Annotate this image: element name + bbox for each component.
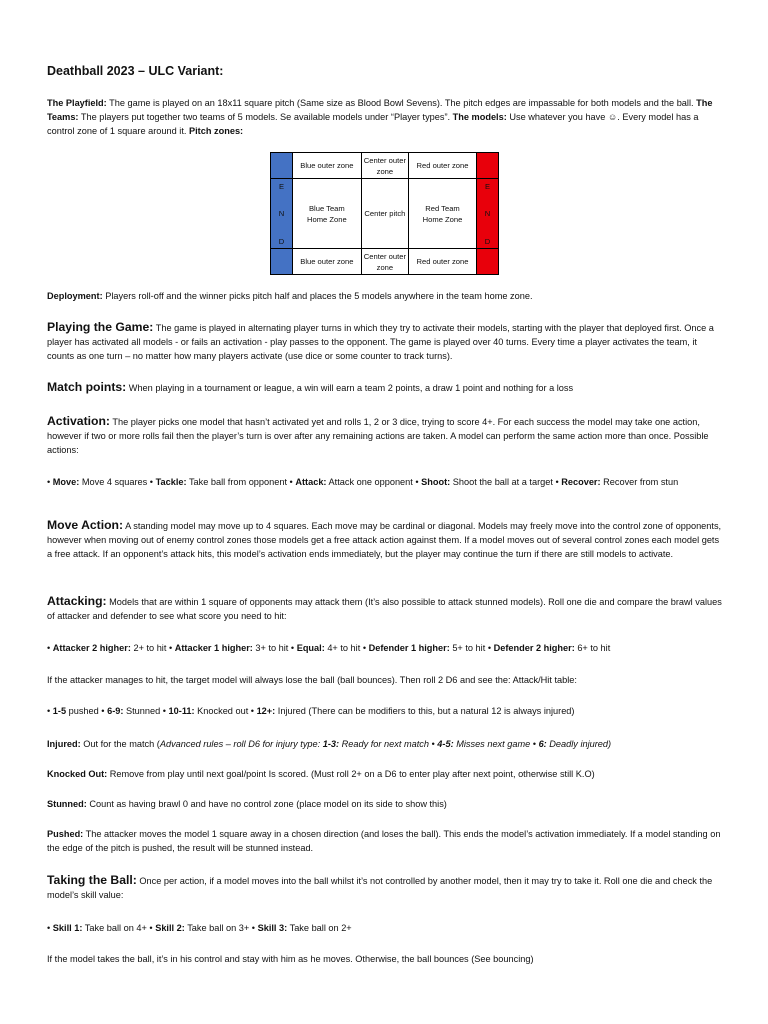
knocked-out-text: Remove from play until next goal/point Is scored. (Must roll 2+ on a D6 to enter play after next point, otherwise still K.O) [107, 769, 595, 779]
injured-range: 1-3: [322, 739, 340, 749]
playing-text: The game is played in alternating player turns in which they try to activate their models, starting with the player that deployed first. Once a player has activated all models - or fails an activation - play passes to the opponent. The game is played over 40 turns. Every time a player activates the team, it counts as one turn – no matter how many players activate (use dice or some counter to track turns). [47, 323, 714, 362]
end-letter: D [278, 236, 285, 246]
stunned-text: Count as having brawl 0 and have no control zone (place model on its side to show this) [86, 799, 447, 809]
shoot-label: Shoot: [421, 477, 451, 487]
stunned-label: Stunned: [47, 799, 87, 809]
match-points-text: When playing in a tournament or league, a win will earn a team 2 points, a draw 1 point and nothing for a loss [126, 383, 574, 393]
skill-label: Skill 3: [257, 923, 288, 933]
red-end-zone [477, 179, 499, 249]
bullet: • [47, 923, 53, 933]
injured-range: 4-5: [437, 739, 454, 749]
hit-text: 2+ to hit • [130, 643, 175, 653]
skill-label: Skill 2: [155, 923, 185, 933]
hit-table-line [47, 641, 723, 655]
move-action-paragraph [47, 518, 723, 562]
injured-result: Deadly injured) [546, 739, 612, 749]
move-action-text: A standing model may move up to 4 squares. Each move may be cardinal or diagonal. Models may freely move into the control zone of opponents, however when moving out of enemy control zones those models get a free attack action against them. If a model moves out of several control zones each model gets a free attack. If an opponent’s attack hits, this model’s activation ends immediately, but the player may continue the turn if there are still models to activate. [47, 521, 722, 560]
hit-label: Defender 2 higher: [493, 643, 575, 653]
playing-heading: Playing the Game: [47, 320, 154, 334]
deployment-paragraph [47, 289, 723, 303]
injury-label: 10-11: [168, 706, 195, 716]
bullet: • [47, 643, 53, 653]
activation-text: The player picks one model that hasn’t activated yet and rolls 1, 2 or 3 dice, trying to score 4+. For each success the model may take one action, however if two or more rolls fail then the player’s turn is over after any remaining actions are taken. A model can perform the same action more than once. Possible actions: [47, 417, 709, 456]
injured-text: Out for the match ( [80, 739, 160, 749]
injured-label: Injured: [47, 739, 81, 749]
skill-text: Take ball on 4+ • [82, 923, 156, 933]
attack-text: Attack one opponent • [326, 477, 422, 487]
bullet: • [47, 706, 53, 716]
attacking-heading: Attacking: [47, 594, 107, 608]
zone-red-home: Red Team Home Zone [409, 179, 477, 249]
zone-center-outer-top: Center outer zone [361, 153, 408, 179]
blue-end-top [271, 153, 293, 179]
models-label: The models: [452, 112, 507, 123]
taking-ball-paragraph [47, 873, 723, 902]
move-label: Move: [52, 477, 80, 487]
tackle-text: Take ball from opponent • [186, 477, 296, 487]
models-text: Use whatever you have ☺. Every model has a control zone of 1 square around it. [47, 112, 699, 137]
move-action-heading: Move Action: [47, 518, 124, 532]
skill-text: Take ball on 3+ • [184, 923, 258, 933]
pitch-zones-label: Pitch zones: [189, 126, 244, 137]
pushed-paragraph [47, 827, 723, 855]
zone-blue-outer-bottom: Blue outer zone [293, 249, 362, 275]
teams-text: The players put together two teams of 5 models. Se available models under “Player types”. [78, 112, 453, 123]
knocked-out-label: Knocked Out: [47, 769, 108, 779]
zone-center-outer-bottom: Center outer zone [361, 249, 408, 275]
taking-ball-text: Once per action, if a model moves into the ball whilst it’s not controlled by another model, then it may try to take it. Roll one die and check the model’s skill value: [47, 876, 713, 901]
teams-label: The Teams: [47, 98, 713, 123]
stunned-paragraph [47, 797, 723, 811]
taking-ball-heading: Taking the Ball: [47, 873, 137, 887]
hit-text: 4+ to hit • [324, 643, 369, 653]
injury-text: pushed • [66, 706, 108, 716]
red-end-bottom [477, 249, 499, 275]
skill-table-line [47, 921, 723, 935]
activation-paragraph [47, 414, 723, 458]
injury-label: 1-5 [52, 706, 67, 716]
skill-text: Take ball on 2+ [287, 923, 352, 933]
move-text: Move 4 squares • [79, 477, 156, 487]
end-letter: N [484, 209, 491, 218]
playing-paragraph [47, 320, 723, 364]
end-letter: N [278, 209, 285, 218]
bullet: • [47, 477, 53, 487]
injury-label: 12+: [256, 706, 276, 716]
zone-red-outer-bottom: Red outer zone [409, 249, 477, 275]
injury-text: Knocked out • [194, 706, 257, 716]
actions-list [47, 475, 723, 489]
playfield-label: The Playfield: [47, 98, 107, 108]
hit-text: 6+ to hit [574, 643, 611, 653]
end-letter: E [484, 181, 491, 191]
skill-label: Skill 1: [52, 923, 83, 933]
blue-end-bottom [271, 249, 293, 275]
recover-text: Recover from stun [600, 477, 679, 487]
injured-advanced: Advanced rules – roll D6 for injury type: [159, 739, 323, 749]
ball-result-paragraph: If the model takes the ball, it’s in his control and stay with him as he moves. Otherwise, the ball bounces (See bouncing) [47, 954, 534, 964]
injury-text: Stunned • [123, 706, 169, 716]
end-letter: D [484, 236, 491, 246]
hit-label: Defender 1 higher: [368, 643, 450, 653]
injury-table-line [47, 704, 723, 718]
hit-label: Attacker 2 higher: [52, 643, 131, 653]
hit-text: 5+ to hit • [449, 643, 494, 653]
zone-center-pitch: Center pitch [361, 179, 408, 249]
playfield-text: The game is played on an 18x11 square pitch (Same size as Blood Bowl Sevens). The pitch edges are impassable for both models and the ball. [106, 98, 697, 108]
knocked-out-paragraph [47, 767, 723, 781]
hit-label: Attacker 1 higher: [174, 643, 253, 653]
hit-text: 3+ to hit • [252, 643, 297, 653]
hit-label: Equal: [296, 643, 325, 653]
injury-text: Injured (There can be modifiers to this, but a natural 12 is always injured) [275, 706, 575, 716]
attack-label: Attack: [295, 477, 327, 487]
injured-range: 6: [538, 739, 547, 749]
hit-result-paragraph: If the attacker manages to hit, the target model will always lose the ball (ball bounces). Then roll 2 D6 and see the: Attack/Hit table: [47, 675, 577, 685]
deployment-text: Players roll-off and the winner picks pitch half and places the 5 models anywhere in the team home zone. [102, 291, 533, 301]
document-title: Deathball 2023 – ULC Variant: [47, 64, 224, 78]
injured-result: Ready for next match • [339, 739, 438, 749]
blue-end-zone [271, 179, 293, 249]
shoot-text: Shoot the ball at a target • [450, 477, 562, 487]
match-points-heading: Match points: [47, 380, 127, 394]
zone-blue-outer-top: Blue outer zone [293, 153, 362, 179]
recover-label: Recover: [561, 477, 601, 487]
deployment-label: Deployment: [47, 291, 103, 301]
injured-paragraph [47, 737, 723, 751]
match-points-paragraph [47, 380, 723, 395]
tackle-label: Tackle: [155, 477, 187, 487]
injured-result: Misses next game • [453, 739, 539, 749]
attacking-paragraph [47, 594, 723, 623]
zone-red-outer-top: Red outer zone [409, 153, 477, 179]
zone-blue-home: Blue Team Home Zone [293, 179, 362, 249]
red-end-top [477, 153, 499, 179]
injury-label: 6-9: [107, 706, 124, 716]
pushed-label: Pushed: [47, 829, 84, 839]
pitch-zones-diagram [270, 152, 499, 275]
pushed-text: The attacker moves the model 1 square away in a chosen direction (and loses the ball). This ends the model’s activation immediately. If a model standing on the edge of the pitch is pushed, the result will be stunned instead. [47, 829, 721, 854]
attacking-text: Models that are within 1 square of opponents may attack them (It’s also possible to attack stunned models). Roll one die and compare the brawl values of attacker and defender to see what score you need to hit: [47, 597, 722, 622]
end-letter: E [278, 181, 285, 191]
playfield-paragraph [47, 96, 723, 139]
activation-heading: Activation: [47, 414, 110, 428]
